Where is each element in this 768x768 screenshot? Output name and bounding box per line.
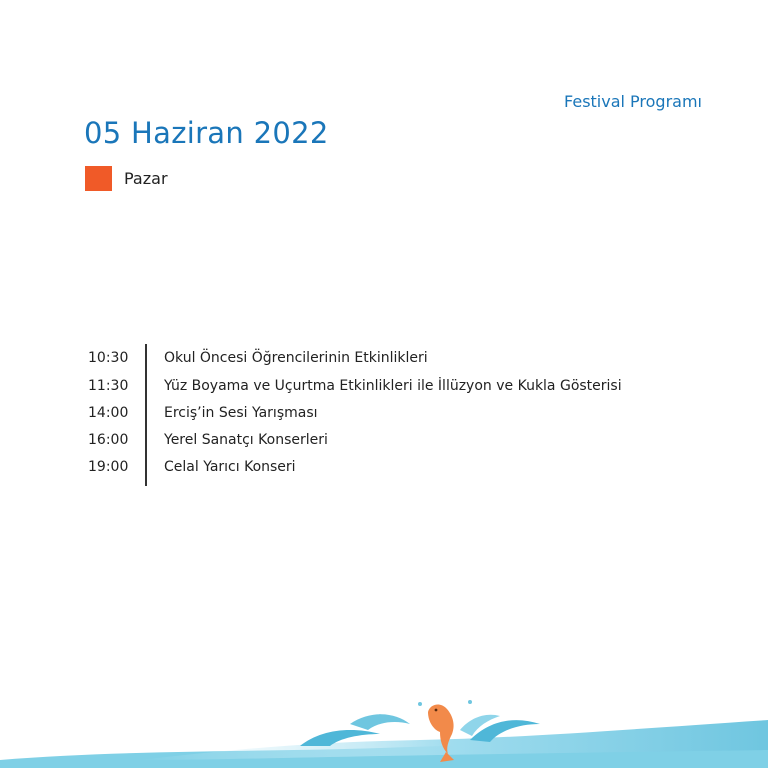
schedule-title: Erciş’in Sesi Yarışması [164,405,318,421]
schedule-time: 10:30 [88,350,129,366]
schedule-title: Yerel Sanatçı Konserleri [164,432,328,448]
droplet [468,700,472,704]
section-label: Festival Programı [564,92,702,111]
schedule-title: Okul Öncesi Öğrencilerinin Etkinlikleri [164,350,428,366]
schedule-time: 16:00 [88,432,129,448]
schedule-row [88,459,296,475]
schedule-row [88,378,622,394]
schedule-title: Yüz Boyama ve Uçurtma Etkinlikleri ile İllüzyon ve Kukla Gösterisi [164,378,622,394]
schedule-row [88,405,318,421]
day-label: Pazar [124,169,168,188]
schedule-title: Celal Yarıcı Konseri [164,459,296,475]
schedule-row [88,350,428,366]
schedule-time: 14:00 [88,405,129,421]
droplet [418,702,422,706]
schedule-row [88,432,328,448]
schedule-time: 19:00 [88,459,129,475]
wave-decoration [0,690,768,768]
day-row [85,166,168,191]
droplet [378,714,382,718]
page-title: 05 Haziran 2022 [84,116,329,150]
day-color-swatch [85,166,112,191]
schedule-time: 11:30 [88,378,129,394]
